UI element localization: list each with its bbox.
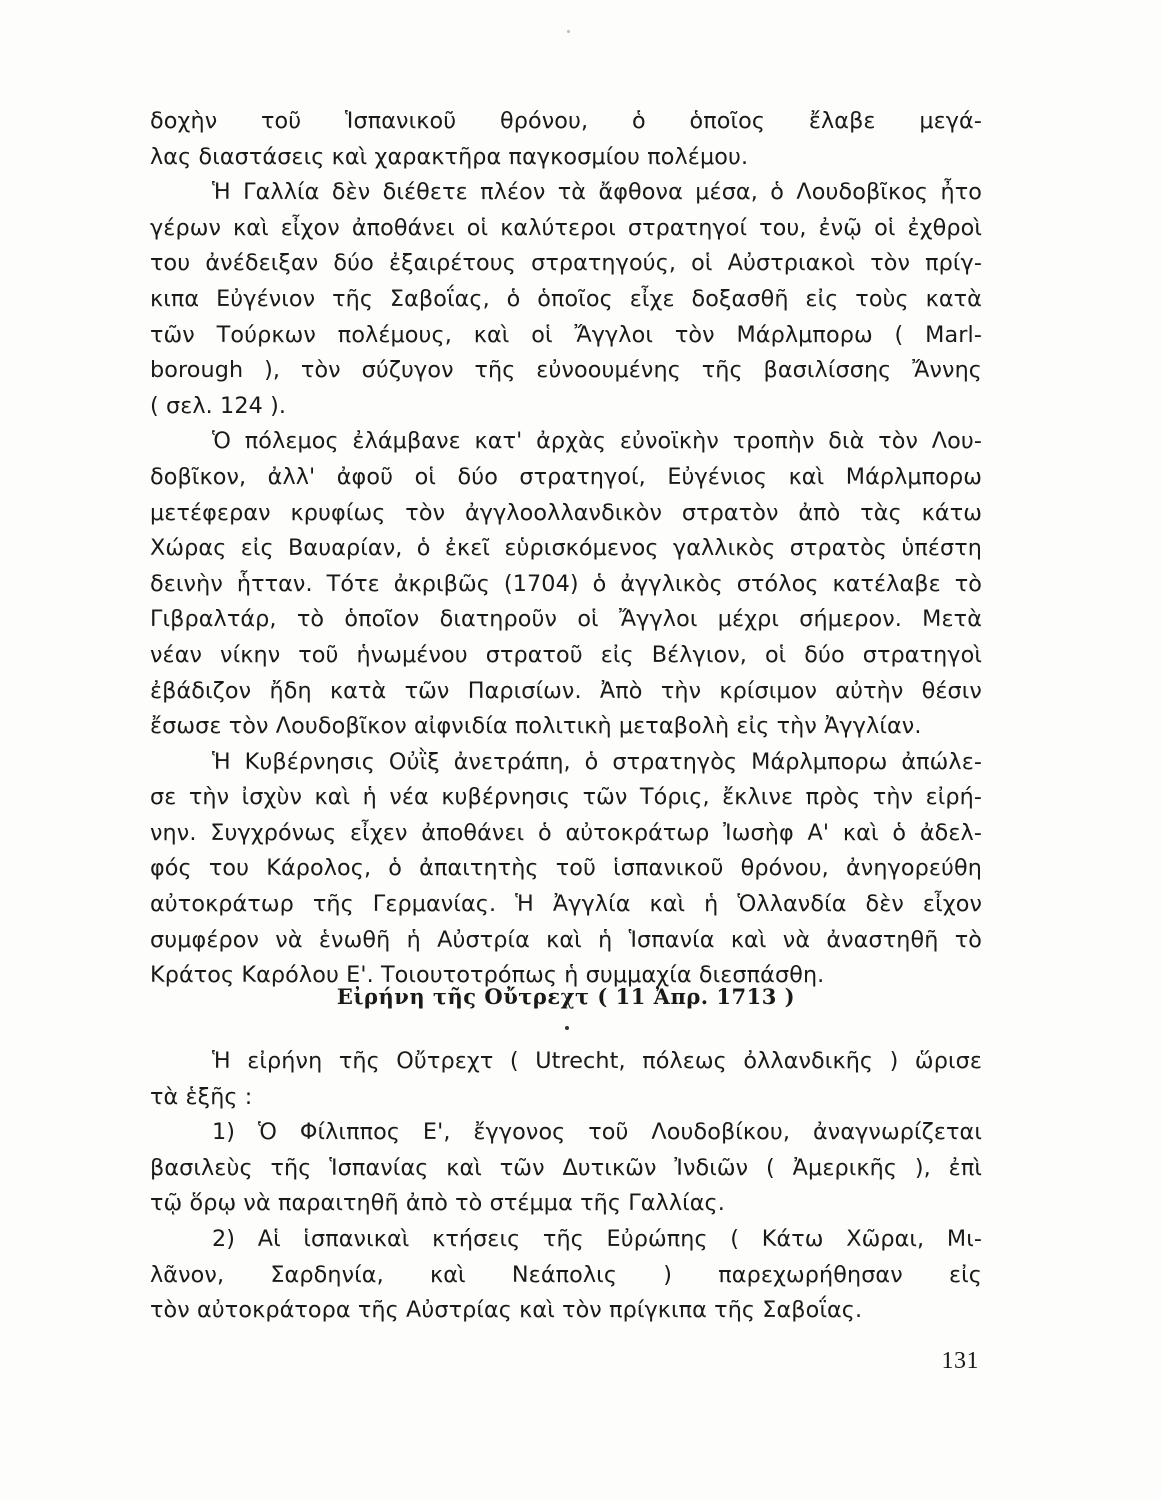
section-heading: Εἰρήνη τῆς Οὔτρεχτ ( 11 Ἀπρ. 1713 ) bbox=[336, 984, 796, 1009]
text-line: συμφέρον νὰ ἑνωθῆ ἡ Αὐστρία καὶ ἡ Ἱσπανία καὶ νὰ ἀναστηθῆ τὸ bbox=[150, 926, 982, 953]
text-line: μετέφεραν κρυφίως τὸν ἀγγλοολλανδικὸν στρατὸν ἀπὸ τὰς κάτω bbox=[150, 499, 982, 526]
text-line: λᾶνον, Σαρδηνία, καὶ Νεάπολις ) παρεχωρήθησαν εἰς bbox=[150, 1261, 982, 1288]
text-line: κιπα Εὐγένιον τῆς Σαβοΐας, ὁ ὁποῖος εἶχε δοξασθῆ εἰς τοὺς κατὰ bbox=[150, 285, 982, 312]
text-line: Γιβραλτάρ, τὸ ὁποῖον διατηροῦν οἱ Ἄγγλοι μέχρι σήμερον. Μετὰ bbox=[150, 606, 982, 633]
text-line: τὰ ἑξῆς : bbox=[150, 1083, 253, 1110]
body-text-section-1 bbox=[150, 104, 982, 994]
text-line: του ἀνέδειξαν δύο ἐξαιρέτους στρατηγούς, οἱ Αὐστριακοὶ τὸν πρίγ- bbox=[150, 250, 982, 277]
text-line: τῶν Τούρκων πολέμους, καὶ οἱ Ἄγγλοι τὸν Μάρλμπορω ( Marl- bbox=[150, 321, 982, 348]
text-line: γέρων καὶ εἶχον ἀποθάνει οἱ καλύτεροι στρατηγοί του, ἐνῷ οἱ ἐχθροὶ bbox=[150, 214, 982, 241]
text-line: Ἡ Κυβέρνησις Οὐῒξ ἀνετράπη, ὁ στρατηγὸς Μάρλμπορω ἀπώλε- bbox=[212, 748, 982, 775]
text-line: τῷ ὅρῳ νὰ παραιτηθῆ ἀπὸ τὸ στέμμα τῆς Γαλλίας. bbox=[150, 1190, 725, 1217]
text-line: Κράτος Καρόλου Ε'. Τοιουτοτρόπως ἡ συμμαχία διεσπάσθη. bbox=[150, 962, 825, 989]
text-line: φός του Κάρολος, ὁ ἀπαιτητὴς τοῦ ἱσπανικοῦ θρόνου, ἀνηγορεύθη bbox=[150, 855, 982, 882]
text-line: σε τὴν ἰσχὺν καὶ ἡ νέα κυβέρνησις τῶν Τόρις, ἔκλινε πρὸς τὴν εἰρή- bbox=[150, 784, 982, 811]
text-line: νην. Συγχρόνως εἶχεν ἀποθάνει ὁ αὐτοκράτωρ Ἰωσὴφ Α' καὶ ὁ ἀδελ- bbox=[150, 819, 982, 846]
text-line: αὐτοκράτωρ τῆς Γερμανίας. Ἡ Ἀγγλία καὶ ἡ Ὁλλανδία δὲν εἶχον bbox=[150, 891, 982, 918]
text-line: Ἡ εἰρήνη τῆς Οὔτρεχτ ( Utrecht, πόλεως ὀλλανδικῆς ) ὥρισε bbox=[212, 1048, 982, 1074]
print-speck bbox=[567, 30, 570, 33]
text-line: νέαν νίκην τοῦ ἡνωμένου στρατοῦ εἰς Βέλγιον, οἱ δύο στρατηγοὶ bbox=[150, 641, 982, 668]
text-line: δοχὴν τοῦ Ἱσπανικοῦ θρόνου, ὁ ὁποῖος ἔλαβε μεγά- bbox=[150, 108, 982, 134]
text-line: Ὁ πόλεμος ἐλάμβανε κατ' ἀρχὰς εὐνοϊκὴν τροπὴν διὰ τὸν Λου- bbox=[212, 428, 982, 455]
text-line: borough ), τὸν σύζυγον τῆς εὐνοουμένης τῆς βασιλίσσης Ἄννης bbox=[150, 357, 982, 384]
text-line: βασιλεὺς τῆς Ἱσπανίας καὶ τῶν Δυτικῶν Ἰνδιῶν ( Ἀμερικῆς ), ἐπὶ bbox=[150, 1154, 982, 1181]
text-line: λας διαστάσεις καὶ χαρακτῆρα παγκοσμίου πολέμου. bbox=[150, 143, 749, 170]
body-text-section-2 bbox=[150, 1044, 982, 1329]
text-line: τὸν αὐτοκράτορα τῆς Αὐστρίας καὶ τὸν πρίγκιπα τῆς Σαβοΐας. bbox=[150, 1297, 863, 1324]
text-line: δεινὴν ἧτταν. Τότε ἀκριβῶς (1704) ὁ ἀγγλικὸς στόλος κατέλαβε τὸ bbox=[150, 570, 982, 597]
text-line: Ἡ Γαλλία δὲν διέθετε πλέον τὰ ἄφθονα μέσα, ὁ Λουδοβῖκος ἦτο bbox=[212, 179, 982, 206]
text-line: ἔσωσε τὸν Λουδοβῖκον αἰφνιδία πολιτικὴ μεταβολὴ εἰς τὴν Ἀγγλίαν. bbox=[150, 713, 922, 740]
print-dot bbox=[565, 1026, 569, 1030]
text-line: ἐβάδιζον ἤδη κατὰ τῶν Παρισίων. Ἀπὸ τὴν κρίσιμον αὐτὴν θέσιν bbox=[150, 677, 982, 704]
page-number: 131 bbox=[941, 1348, 979, 1374]
text-line: 1) Ὁ Φίλιππος Ε', ἔγγονος τοῦ Λουδοβίκου, ἀναγνωρίζεται bbox=[212, 1119, 982, 1146]
text-line: ( σελ. 124 ). bbox=[150, 392, 287, 419]
text-line: 2) Αἱ ἱσπανικαὶ κτήσεις τῆς Εὐρώπης ( Κάτω Χῶραι, Μι- bbox=[212, 1225, 982, 1252]
text-line: Χώρας εἰς Βαυαρίαν, ὁ ἐκεῖ εὑρισκόμενος γαλλικὸς στρατὸς ὑπέστη bbox=[150, 535, 982, 562]
text-line: δοβῖκον, ἀλλ' ἀφοῦ οἱ δύο στρατηγοί, Εὐγένιος καὶ Μάρλμπορω bbox=[150, 463, 982, 490]
